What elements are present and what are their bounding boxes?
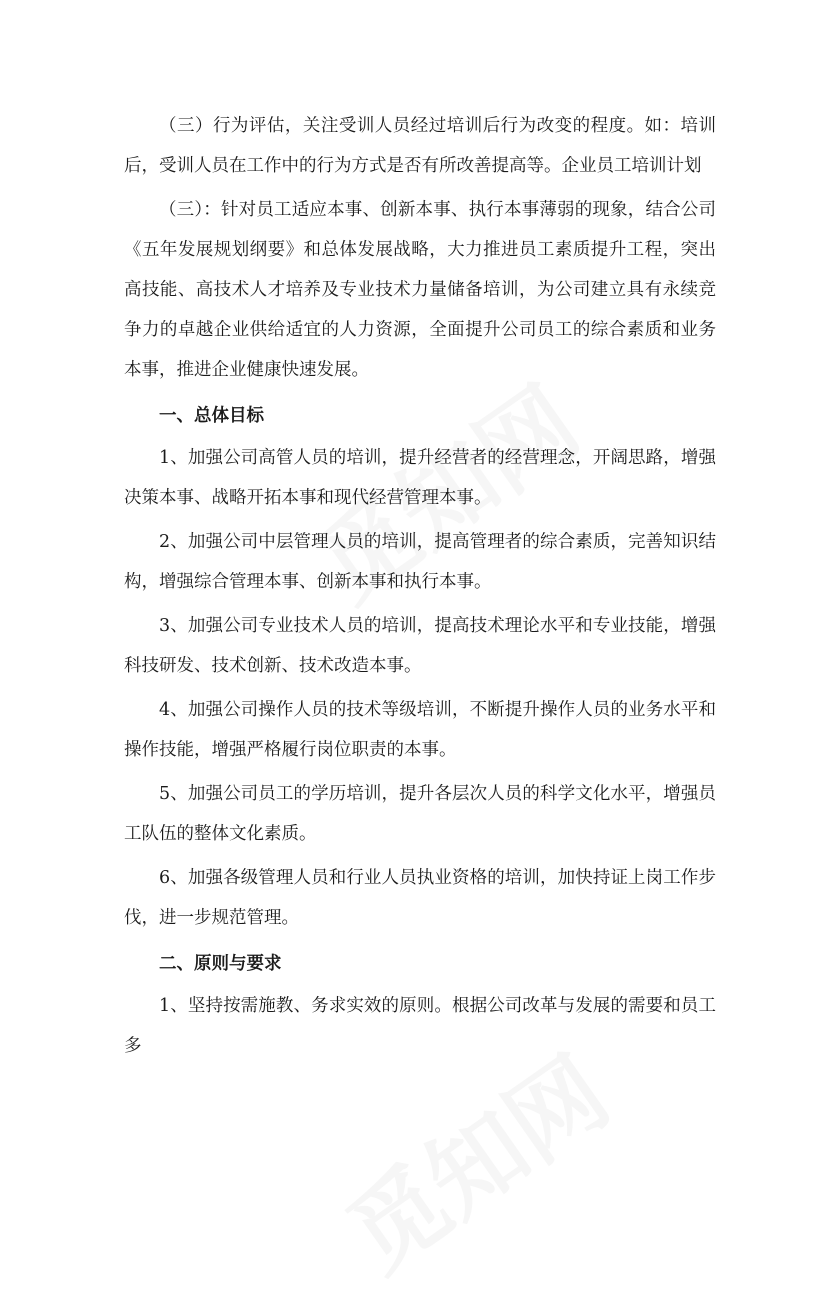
paragraph-intro: （三）：针对员工适应本事、创新本事、执行本事薄弱的现象，结合公司《五年发展规划纲要》和总体发展战略，大力推进员工素质提升工程，突出高技能、高技术人才培养及专业技术力量储备培训，为公司建立具有永续竞争力的卓越企业供给适宜的人力资源，全面提升公司员工的综合素质和业务本事，推进企业健康快速发展。 [124,200,716,380]
list-item: 1、坚持按需施教、务求实效的原则。根据公司改革与发展的需要和员工多 [124,996,716,1056]
list-item: 3、加强公司专业技术人员的培训，提高技术理论水平和专业技能，增强科技研发、技术创新、技术改造本事。 [124,616,716,676]
list-item: 6、加强各级管理人员和行业人员执业资格的培训，加快持证上岗工作步伐，进一步规范管理。 [124,868,716,928]
list-item: 5、加强公司员工的学历培训，提升各层次人员的科学文化水平，增强员工队伍的整体文化素质。 [124,784,716,844]
list-item: 1、加强公司高管人员的培训，提升经营者的经营理念，开阔思路，增强决策本事、战略开拓本事和现代经营管理本事。 [124,448,716,508]
paragraph-behavior-evaluation: （三）行为评估，关注受训人员经过培训后行为改变的程度。如：培训后，受训人员在工作中的行为方式是否有所改善提高等。企业员工培训计划 [124,116,716,176]
list-item: 2、加强公司中层管理人员的培训，提高管理者的综合素质，完善知识结构，增强综合管理本事、创新本事和执行本事。 [124,532,716,592]
section-heading-principles: 二、原则与要求 [159,954,282,974]
list-item: 4、加强公司操作人员的技术等级培训，不断提升操作人员的业务水平和操作技能，增强严格履行岗位职责的本事。 [124,700,716,760]
document-body [124,106,716,1066]
section-heading-overall-goals: 一、总体目标 [159,406,264,426]
